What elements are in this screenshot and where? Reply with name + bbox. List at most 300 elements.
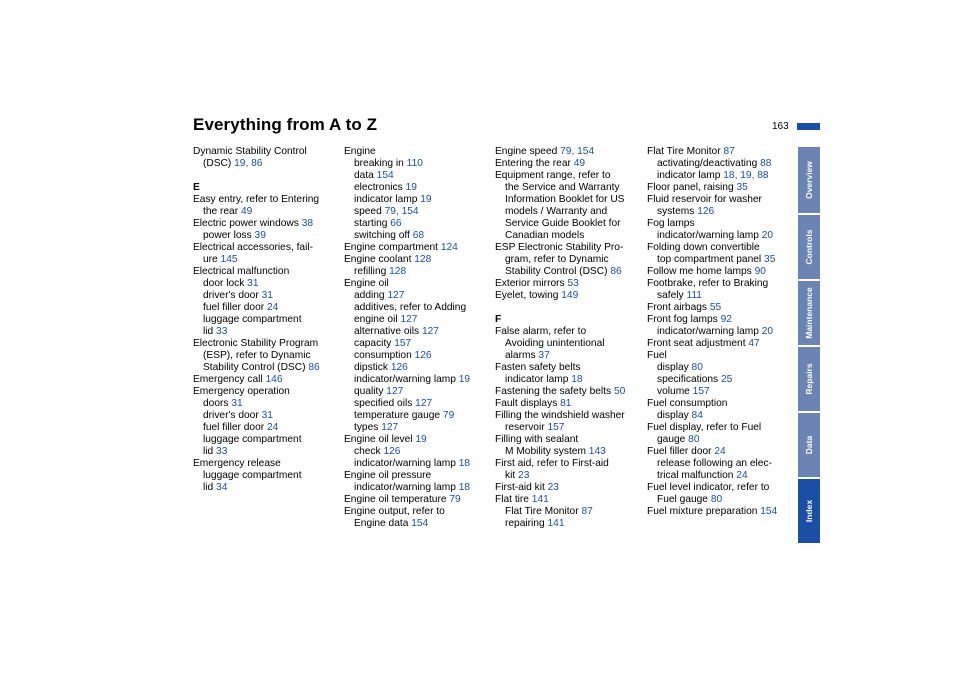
index-subentry — [495, 254, 643, 266]
page-reference-link[interactable]: 92 — [720, 314, 732, 325]
index-term: dipstick — [354, 362, 391, 373]
index-term: Flat tire — [495, 494, 532, 505]
page-reference-link[interactable]: 31 — [247, 278, 259, 289]
index-subentry — [647, 326, 795, 338]
page-reference-link[interactable]: 68 — [412, 230, 425, 241]
page-reference-link[interactable]: 24 — [714, 446, 726, 457]
index-subentry — [193, 314, 341, 326]
index-term: Engine — [344, 146, 376, 157]
page-reference-link[interactable]: 80 — [688, 434, 700, 445]
index-term: False alarm, refer to — [495, 326, 587, 337]
index-subentry — [495, 266, 643, 278]
page-reference-link[interactable]: 141 — [547, 518, 565, 529]
index-subentry — [495, 206, 643, 218]
index-subentry — [647, 290, 795, 302]
index-entry — [193, 194, 341, 206]
index-term: Emergency call — [193, 374, 266, 385]
index-subentry — [193, 206, 341, 218]
index-term: Electrical malfunction — [193, 266, 290, 277]
index-subentry — [344, 362, 492, 374]
index-term: ure — [203, 254, 221, 265]
page-reference-link[interactable]: 157 — [547, 422, 565, 433]
page-reference-link[interactable]: 154 — [411, 518, 429, 529]
index-entry — [495, 146, 643, 158]
index-subentry — [344, 422, 492, 434]
index-term: activating/deactivating — [657, 158, 761, 169]
index-subentry — [647, 170, 795, 182]
index-subentry — [193, 230, 341, 242]
index-term: Front fog lamps — [647, 314, 721, 325]
index-entry — [647, 506, 795, 518]
index-term: check — [354, 446, 384, 457]
page-reference-link[interactable]: 23 — [547, 482, 559, 493]
index-term: lid — [203, 446, 217, 457]
index-term: Engine compartment — [344, 242, 441, 253]
page-reference-link[interactable]: 18 — [458, 482, 471, 493]
page-reference-link[interactable]: 124 — [440, 242, 458, 253]
index-term: Engine coolant — [344, 254, 415, 265]
index-term: door lock — [203, 278, 248, 289]
index-entry — [647, 482, 795, 494]
index-entry — [344, 434, 492, 446]
index-subentry — [647, 434, 795, 446]
index-term: Engine data — [354, 518, 412, 529]
index-entry — [495, 242, 643, 254]
page-reference-link[interactable]: 87 — [581, 506, 593, 517]
index-subentry — [344, 398, 492, 410]
index-subentry — [193, 278, 341, 290]
page-reference-link[interactable]: 24 — [736, 470, 748, 481]
page-reference-link[interactable]: 18 — [458, 458, 471, 469]
index-subentry — [344, 386, 492, 398]
index-term: ESP Electronic Stability Pro- — [495, 242, 624, 253]
page-reference-link[interactable]: 127 — [387, 290, 405, 301]
index-entry — [193, 242, 341, 254]
page-reference-link[interactable]: 141 — [531, 494, 549, 505]
index-subentry — [193, 398, 341, 410]
index-term: Fuel level indicator, refer to — [647, 482, 770, 493]
page-reference-link[interactable]: 66 — [390, 218, 402, 229]
index-subentry — [495, 218, 643, 230]
index-term: luggage compartment — [203, 470, 302, 481]
index-entry — [495, 278, 643, 290]
page-reference-link[interactable]: 127 — [421, 326, 439, 337]
index-term: starting — [354, 218, 391, 229]
page-reference-link[interactable]: 127 — [400, 314, 418, 325]
page-reference-link[interactable]: 31 — [261, 290, 273, 301]
index-subentry — [647, 494, 795, 506]
page-reference-link[interactable]: 79 — [442, 410, 455, 421]
page-reference-link[interactable]: 126 — [697, 206, 715, 217]
page-reference-link[interactable]: 25 — [721, 374, 733, 385]
page-reference-link[interactable]: 37 — [538, 350, 550, 361]
page-reference-link[interactable]: 39 — [254, 230, 266, 241]
index-entry — [344, 494, 492, 506]
section-tabs — [798, 147, 820, 545]
index-entry — [647, 194, 795, 206]
page-reference-link[interactable]: 33 — [216, 326, 228, 337]
tab-data[interactable] — [798, 413, 820, 477]
index-term: indicator/warning lamp — [657, 326, 762, 337]
index-term: Front seat adjustment — [647, 338, 749, 349]
index-subentry — [193, 446, 341, 458]
index-term: luggage compartment — [203, 434, 302, 445]
index-subentry — [344, 446, 492, 458]
index-subentry — [344, 458, 492, 470]
index-subentry — [647, 254, 795, 266]
page-reference-link[interactable]: 126 — [390, 362, 408, 373]
page-reference-link[interactable]: 90 — [754, 266, 766, 277]
page-reference-link[interactable]: 55 — [709, 302, 722, 313]
index-term: indicator lamp — [657, 170, 724, 181]
index-term: kit — [505, 470, 519, 481]
page-reference-link[interactable]: 50 — [613, 386, 626, 397]
index-term: Engine speed — [495, 146, 561, 157]
page-reference-link[interactable]: 33 — [216, 446, 228, 457]
index-term: (DSC) — [203, 158, 235, 169]
index-subentry — [193, 290, 341, 302]
page-reference-link[interactable]: 154 — [760, 506, 778, 517]
index-subentry — [495, 230, 643, 242]
index-term: Stability Control (DSC) — [203, 362, 309, 373]
index-subentry — [344, 290, 492, 302]
index-term: Canadian models — [505, 230, 585, 241]
page-reference-link[interactable]: 154 — [376, 170, 394, 181]
page-reference-link[interactable]: 157 — [692, 386, 710, 397]
index-term: top compartment panel — [657, 254, 765, 265]
index-term: indicator lamp — [354, 194, 421, 205]
index-term: Floor panel, raising — [647, 182, 737, 193]
index-entry — [344, 470, 492, 482]
index-term: gauge — [657, 434, 689, 445]
page-reference-link[interactable]: 110 — [406, 158, 423, 169]
page-reference-link[interactable]: 84 — [691, 410, 703, 421]
index-term: Fluid reservoir for washer — [647, 194, 762, 205]
page-reference-link[interactable]: 19 — [458, 374, 471, 385]
index-subentry — [193, 434, 341, 446]
index-subentry — [495, 350, 643, 362]
index-term: Emergency release — [193, 458, 281, 469]
index-subentry — [647, 230, 795, 242]
index-entry — [344, 242, 492, 254]
index-term: safely — [657, 290, 687, 301]
page-reference-link[interactable]: 127 — [381, 422, 399, 433]
index-subentry — [495, 470, 643, 482]
page-reference-link[interactable]: 20 — [761, 326, 774, 337]
tab-maintenance[interactable] — [798, 281, 820, 345]
page-reference-link[interactable]: 128 — [414, 254, 432, 265]
index-subentry — [193, 302, 341, 314]
index-term: specifications — [657, 374, 721, 385]
index-term: Engine oil level — [344, 434, 416, 445]
index-term: M Mobility system — [505, 446, 589, 457]
index-entry — [495, 326, 643, 338]
index-term: Fuel gauge — [657, 494, 711, 505]
index-subentry — [193, 410, 341, 422]
page-reference-link[interactable]: 80 — [691, 362, 703, 373]
tab-label: Data — [804, 435, 814, 455]
index-subentry — [193, 422, 341, 434]
page-reference-link[interactable]: 86 — [610, 266, 622, 277]
index-term: volume — [657, 386, 693, 397]
index-entry — [344, 278, 492, 290]
index-term: Flat Tire Monitor — [647, 146, 724, 157]
index-subentry — [495, 446, 643, 458]
page-title: Everything from A to Z — [193, 115, 378, 134]
page-marker — [797, 123, 820, 130]
page-reference-link[interactable]: 79, 154 — [384, 206, 419, 217]
page-reference-link[interactable]: 127 — [386, 386, 404, 397]
index-term: trical malfunction — [657, 470, 737, 481]
page-reference-link[interactable]: 31 — [231, 398, 243, 409]
page-reference-link[interactable]: 149 — [561, 290, 579, 301]
page-reference-link[interactable]: 87 — [723, 146, 735, 157]
index-column-1 — [193, 146, 341, 494]
index-term: capacity — [354, 338, 395, 349]
index-entry — [647, 278, 795, 290]
index-subentry — [344, 518, 492, 530]
tab-label: Maintenance — [804, 287, 814, 339]
page-reference-link[interactable]: 34 — [216, 482, 228, 493]
page-reference-link[interactable]: 88 — [760, 158, 772, 169]
tab-label: Controls — [804, 229, 814, 265]
page-reference-link[interactable]: 126 — [414, 350, 432, 361]
index-term: consumption — [354, 350, 415, 361]
index-subentry — [193, 350, 341, 362]
index-subentry — [495, 182, 643, 194]
page-reference-link[interactable]: 47 — [748, 338, 760, 349]
index-entry — [495, 362, 643, 374]
page-reference-link[interactable]: 24 — [267, 422, 279, 433]
index-term: Engine oil — [344, 278, 389, 289]
index-subentry — [495, 194, 643, 206]
page-reference-link[interactable]: 35 — [736, 182, 748, 193]
index-entry — [647, 398, 795, 410]
index-term: Avoiding unintentional — [505, 338, 605, 349]
tab-repairs[interactable] — [798, 347, 820, 411]
page-reference-link[interactable]: 38 — [301, 218, 314, 229]
index-subentry — [344, 302, 492, 314]
page-reference-link[interactable]: 127 — [415, 398, 433, 409]
index-entry — [647, 302, 795, 314]
index-subentry — [647, 158, 795, 170]
index-letter-heading: E — [193, 182, 200, 193]
index-subentry — [647, 374, 795, 386]
index-term: (ESP), refer to Dynamic — [203, 350, 311, 361]
index-term: Engine oil pressure — [344, 470, 432, 481]
index-term: driver's door — [203, 290, 262, 301]
index-term: Information Booklet for US — [505, 194, 625, 205]
index-term: Fuel — [647, 350, 667, 361]
index-term: the Service and Warranty — [505, 182, 620, 193]
index-term: temperature gauge — [354, 410, 443, 421]
index-entry — [495, 290, 643, 302]
index-term: First-aid kit — [495, 482, 548, 493]
index-letter-heading: F — [495, 314, 502, 325]
index-term: Entering the rear — [495, 158, 574, 169]
index-subentry — [344, 170, 492, 182]
page-reference-link[interactable]: 146 — [265, 374, 283, 385]
index-entry — [495, 158, 643, 170]
index-term: indicator/warning lamp — [657, 230, 762, 241]
index-entry — [647, 146, 795, 158]
page-reference-link[interactable]: 80 — [710, 494, 723, 505]
tab-label: Overview — [804, 161, 814, 199]
index-term: types — [354, 422, 382, 433]
page-reference-link[interactable]: 128 — [389, 266, 407, 277]
index-entry — [495, 434, 643, 446]
index-term: data — [354, 170, 377, 181]
index-subentry — [647, 362, 795, 374]
index-entry — [495, 398, 643, 410]
index-term: reservoir — [505, 422, 548, 433]
index-entry — [495, 386, 643, 398]
page-reference-link[interactable]: 35 — [764, 254, 776, 265]
page-reference-link[interactable]: 18 — [571, 374, 583, 385]
page-reference-link[interactable]: 49 — [573, 158, 586, 169]
index-subentry — [344, 326, 492, 338]
index-subentry — [344, 194, 492, 206]
page-reference-link[interactable]: 53 — [567, 278, 579, 289]
page-reference-link[interactable]: 79, 154 — [560, 146, 595, 157]
index-entry — [647, 350, 795, 362]
index-term: alarms — [505, 350, 539, 361]
index-subentry — [344, 374, 492, 386]
page-reference-link[interactable]: 24 — [267, 302, 279, 313]
index-term: Filling the windshield washer — [495, 410, 625, 421]
index-term: Fastening the safety belts — [495, 386, 614, 397]
index-entry — [344, 506, 492, 518]
page-reference-link[interactable]: 143 — [588, 446, 606, 457]
index-term: Fault displays — [495, 398, 561, 409]
page-reference-link[interactable]: 81 — [560, 398, 572, 409]
index-term: fuel filler door — [203, 302, 267, 313]
index-subentry — [344, 482, 492, 494]
index-term: Fog lamps — [647, 218, 695, 229]
index-term: fuel filler door — [203, 422, 267, 433]
index-entry — [495, 410, 643, 422]
tab-label: Repairs — [804, 363, 814, 395]
index-term: Fuel mixture preparation — [647, 506, 761, 517]
index-entry — [647, 242, 795, 254]
page-reference-link[interactable]: 19 — [420, 194, 432, 205]
index-term: indicator lamp — [505, 374, 572, 385]
index-entry — [193, 386, 341, 398]
index-term: specified oils — [354, 398, 416, 409]
page-reference-link[interactable]: 18, 19, 88 — [723, 170, 769, 181]
index-entry — [344, 254, 492, 266]
page-reference-link[interactable]: 23 — [518, 470, 530, 481]
index-term: Engine oil temperature — [344, 494, 450, 505]
spacer — [193, 170, 341, 182]
page-reference-link[interactable]: 145 — [220, 254, 238, 265]
index-subentry — [344, 158, 492, 170]
page-reference-link[interactable]: 111 — [686, 290, 702, 301]
index-term: Folding down convertible — [647, 242, 760, 253]
page-reference-link[interactable]: 49 — [240, 206, 253, 217]
index-subentry — [193, 326, 341, 338]
page-reference-link[interactable]: 19 — [415, 434, 427, 445]
page-reference-link[interactable]: 19 — [405, 182, 417, 193]
index-subentry — [344, 182, 492, 194]
index-term: Easy entry, refer to Entering — [193, 194, 320, 205]
page-reference-link[interactable]: 19, 86 — [234, 158, 263, 169]
page-reference-link[interactable]: 20 — [761, 230, 774, 241]
index-term: Fuel filler door — [647, 446, 715, 457]
page-reference-link[interactable]: 79 — [449, 494, 461, 505]
index-column-3 — [495, 146, 643, 530]
index-entry — [647, 182, 795, 194]
index-term: the rear — [203, 206, 241, 217]
index-term: Electrical accessories, fail- — [193, 242, 314, 253]
index-subentry — [495, 518, 643, 530]
index-term: refilling — [354, 266, 390, 277]
tab-index[interactable] — [798, 479, 820, 543]
index-entry — [193, 266, 341, 278]
index-term: display — [657, 410, 692, 421]
index-subentry — [344, 314, 492, 326]
index-entry — [495, 494, 643, 506]
index-entry — [647, 314, 795, 326]
index-term: additives, refer to Adding — [354, 302, 467, 313]
index-term: First aid, refer to First-aid — [495, 458, 609, 469]
index-term: Electric power windows — [193, 218, 302, 229]
index-term: speed — [354, 206, 385, 217]
index-term: Fuel consumption — [647, 398, 728, 409]
index-term: repairing — [505, 518, 548, 529]
index-term: Follow me home lamps — [647, 266, 755, 277]
index-term: doors — [203, 398, 232, 409]
index-entry — [647, 338, 795, 350]
index-entry — [193, 146, 341, 158]
index-term: adding — [354, 290, 388, 301]
index-term: alternative oils — [354, 326, 422, 337]
index-term: Service Guide Booklet for — [505, 218, 621, 229]
index-entry — [344, 146, 492, 158]
index-term: power loss — [203, 230, 255, 241]
tab-overview[interactable] — [798, 147, 820, 213]
index-subentry — [647, 206, 795, 218]
index-subentry — [344, 266, 492, 278]
index-term: Flat Tire Monitor — [505, 506, 582, 517]
index-term: Equipment range, refer to — [495, 170, 611, 181]
index-term: switching off — [354, 230, 413, 241]
index-term: Emergency operation — [193, 386, 290, 397]
page-reference-link[interactable]: 31 — [261, 410, 273, 421]
index-entry — [647, 266, 795, 278]
index-subentry — [647, 470, 795, 482]
tab-controls[interactable] — [798, 215, 820, 279]
index-subentry — [193, 254, 341, 266]
page-reference-link[interactable]: 126 — [383, 446, 401, 457]
index-subentry — [495, 422, 643, 434]
index-entry — [647, 218, 795, 230]
index-column-2 — [344, 146, 492, 530]
page-reference-link[interactable]: 157 — [394, 338, 412, 349]
page-reference-link[interactable]: 86 — [308, 362, 320, 373]
index-subentry — [495, 506, 643, 518]
index-subentry — [344, 206, 492, 218]
page-number: 163 — [772, 121, 789, 132]
index-subentry — [344, 350, 492, 362]
index-term: Stability Control (DSC) — [505, 266, 611, 277]
index-subentry — [344, 218, 492, 230]
index-term: Electronic Stability Program — [193, 338, 319, 349]
index-term: Eyelet, towing — [495, 290, 562, 301]
index-term: Engine output, refer to — [344, 506, 445, 517]
index-term: Fasten safety belts — [495, 362, 581, 373]
index-term: release following an elec- — [657, 458, 772, 469]
